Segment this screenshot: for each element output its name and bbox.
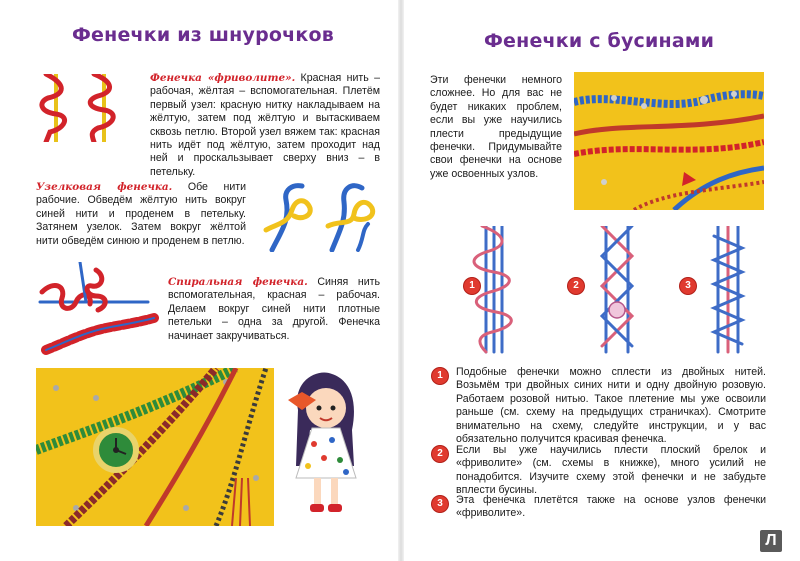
spiral-term: Спиральная фенечка.	[168, 276, 308, 288]
frivolite-description	[150, 72, 380, 179]
frivolite-text: Красная нить – рабочая, жёлтая – вспомогательная. Плетём первый узел: красную нитку накладываем на жёлтую, затем под жёлтую и вытаскиваем сквозь петлю. Второй узел вяжем так: красная нить идёт под жёлтую, затем проходит над ней и проскальзывает сверху вниз – в петельку.	[150, 72, 380, 178]
step-badge-2: 2	[432, 446, 448, 462]
page-gutter	[398, 0, 404, 561]
diagram-label-1: 1	[464, 278, 480, 294]
bracelets-photo-left	[36, 368, 274, 526]
step-text-3: Эта фенечка плетётся также на основе узлов фенечки «фриволите».	[456, 494, 766, 520]
diagram-label-3: 3	[680, 278, 696, 294]
girl-illustration	[288, 370, 366, 518]
weaving-diagrams	[456, 226, 780, 356]
left-page-title: Фенечки из шнурочков	[72, 24, 334, 46]
knot-description	[36, 181, 246, 248]
bead-bracelets-photo	[574, 72, 764, 210]
spiral-bracelet-illustration	[36, 262, 160, 362]
step-text-1: Подобные фенечки можно сплести из двойных нитей. Возьмём три двойных синих нити и одну двойную розовую. Работаем розовой нитью. Такое плетение мы уже освоили раньше (см. схему на предыдущих страничках). Смотрите внимательно на схему, следуйте инструкции, и у вас обязательно получится красивая фенечка.	[456, 366, 766, 446]
step-text-2: Если вы уже научились плести плоский брелок и «фриволите» (см. схемы в книжке), много усилий не понадобится. Изучите схему этой фенечки и не забудьте вплести бусины.	[456, 444, 766, 497]
frivolite-term: Фенечка «фриволите».	[150, 72, 296, 84]
intro-text: Эти фенечки немного сложнее. Но для вас не будет никаких проблем, если вы уже научились плести предыдущие фенечки. Придумывайте свои фенечки на основе уже освоенных узлов.	[430, 74, 562, 180]
diagram-label-2: 2	[568, 278, 584, 294]
publisher-logo: Л	[760, 530, 782, 552]
step-badge-3: 3	[432, 496, 448, 512]
frivolite-knot-illustration	[36, 74, 132, 142]
knot-term: Узелковая фенечка.	[36, 181, 173, 193]
step-badge-1: 1	[432, 368, 448, 384]
spiral-description	[168, 276, 380, 343]
spiral-text: Синяя нить вспомогательная, красная – рабочая. Делаем вокруг синей нити плотные петельки – одна за другой. Фенечка начинает закручиваться.	[168, 276, 381, 342]
knot-text: Обе нити рабочие. Обведём жёлтую нить вокруг синей нити и проденем в петельку. Затянем узелок. Затем вокруг жёлтой нити обведём синюю и проденем в петлю.	[36, 181, 247, 247]
right-page-title: Фенечки с бусинами	[484, 30, 715, 52]
knotted-bracelet-illustration	[262, 180, 380, 252]
